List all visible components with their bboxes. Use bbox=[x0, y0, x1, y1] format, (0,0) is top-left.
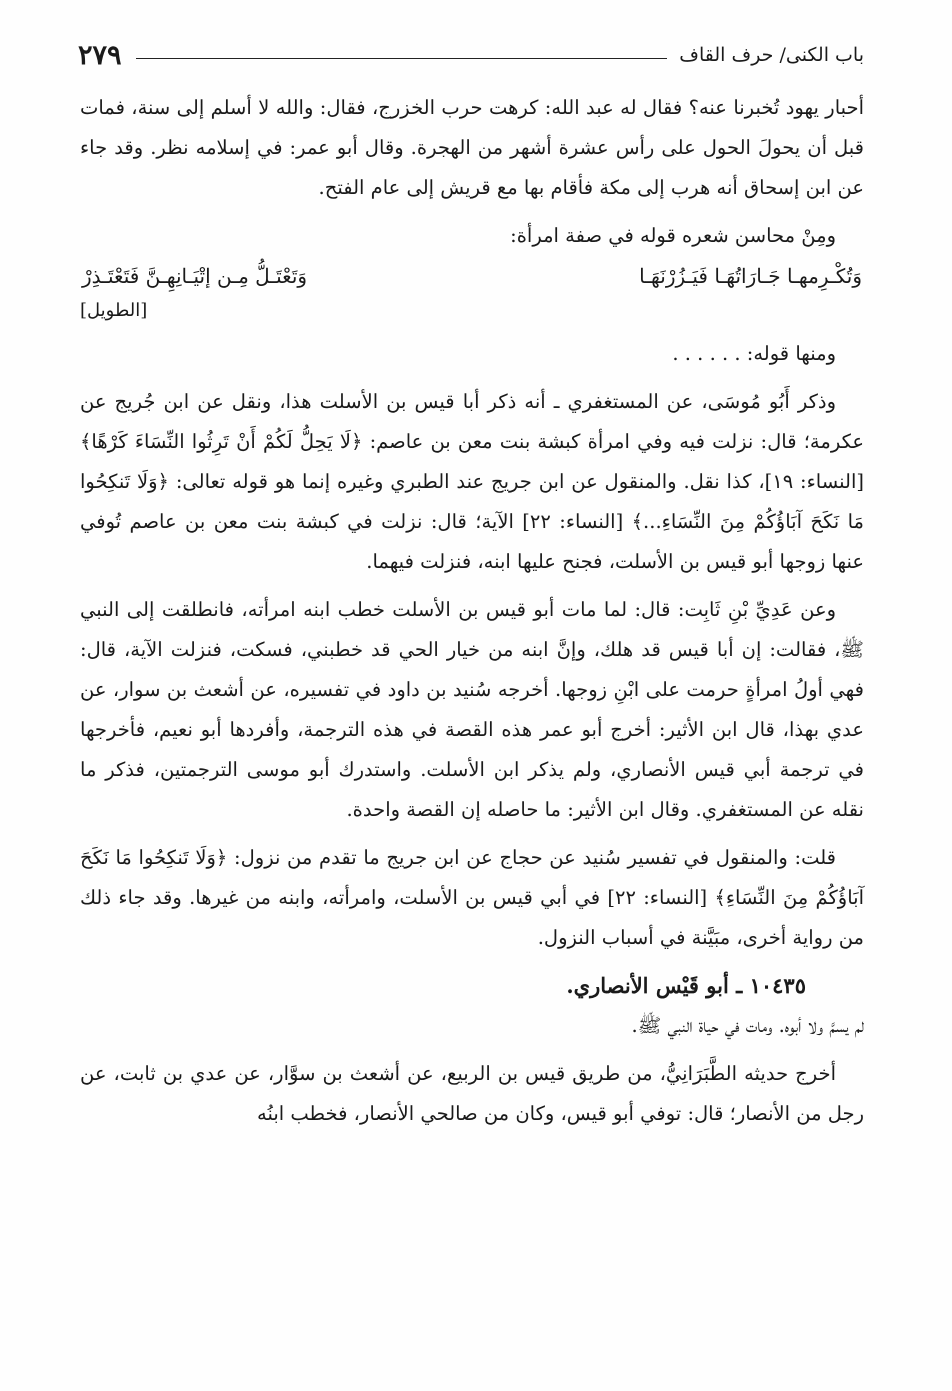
verse-second-hemistich: وَتَعْتَـلُّ مِـن إتْيَـانِهِـنَّ فَتَعْتَـذِرْ bbox=[82, 264, 308, 288]
verse-first-hemistich: وَتُكْـرِمهـا جَـارَاتُهَـا فَيَـزُرْنَهَـا bbox=[639, 264, 862, 288]
paragraph-4: وذكر أَبُو مُوسَى، عن المستغفري ـ أنه ذكر أبا قيس بن الأسلت هذا، ونقل عن ابن جُريج عن عكرمة؛ قال: نزلت فيه وفي امرأة كبشة بنت معن بن عاصم: ﴿لَا يَحِلُّ لَكُمْ أَنْ تَرِثُوا النِّسَاءَ كَرْهًا﴾ [النساء: ١٩]، كذا نقل. والمنقول عن ابن جريج عند الطبري وغيره إنما هو قوله تعالى: ﴿وَلَا تَنكِحُوا مَا نَكَحَ آبَاؤُكُمْ مِنَ النِّسَاءِ...﴾ [النساء: ٢٢] الآية؛ قال: نزلت في كبشة بنت معن بن عاصم تُوفي عنها زوجها أبو قيس بن الأسلت، فجنح عليها ابنه، فنزلت فيهما. bbox=[80, 390, 864, 573]
spacer bbox=[80, 1046, 864, 1054]
paragraph-8: أخرج حديثه الطَّبَرَانِيُّ، من طريق قيس بن الربيع، عن أشعث بن سوَّار، عن عدي بن ثابت، عن رجل من الأنصار؛ قال: توفي أبو قيس، وكان من صالحي الأنصار، فخطب ابنُه bbox=[80, 1062, 864, 1125]
spacer bbox=[80, 326, 864, 334]
spacer bbox=[80, 374, 864, 382]
entry-title: ١٠٤٣٥ ـ أبو قَيْس الأنصاري. bbox=[566, 973, 806, 998]
running-title: باب الكنى/ حرف القاف bbox=[679, 44, 864, 66]
page-number: ٢٧٩ bbox=[78, 39, 122, 71]
paragraph-3: ومنها قوله: . . . . . . bbox=[672, 342, 836, 365]
poetry-verse bbox=[80, 256, 864, 296]
paragraph-7: لم يسمَّ ولا أبوه. ومات في حياة النبي ﷺ. bbox=[631, 1014, 864, 1037]
spacer bbox=[80, 830, 864, 838]
spacer bbox=[80, 582, 864, 590]
poetic-meter-label: [الطويل] bbox=[80, 300, 148, 321]
spacer bbox=[80, 208, 864, 216]
page-body bbox=[80, 88, 864, 1134]
paragraph-1: أحبار يهود تُخبرنا عنه؟ فقال له عبد الله: كرهت حرب الخزرج، فقال: والله لا أسلم إلى سنة، فمات قبل أن يحولَ الحول على رأس عشرة أشهر من الهجرة. وقال أبو عمر: في إسلامه نظر. وقد جاء عن ابن إسحاق أنه هرب إلى مكة فأقام بها مع قريش إلى عام الفتح. bbox=[80, 96, 864, 199]
spacer bbox=[80, 958, 864, 966]
running-header bbox=[78, 38, 864, 72]
header-rule bbox=[136, 58, 668, 59]
paragraph-5: وعن عَدِيِّ بْنِ ثَابِت: قال: لما مات أبو قيس بن الأسلت خطب ابنه امرأته، فانطلقت إلى النبي ﷺ، فقالت: إن أبا قيس قد هلك، وإنَّ ابنه من خيار الحي قد خطبني، فسكت، فنزلت الآية، قال: فهي أولُ امرأةٍ حرمت على ابْنِ زوجها. أخرجه سُنيد بن داود في تفسيره، عن أشعث بن سوار، عن عدي بهذا، قال ابن الأثير: أخرج أبو عمر هذه القصة في هذه الترجمة، وأفردها أبو نعيم، فأخرجها في ترجمة أبي قيس الأنصاري، ولم يذكر ابن الأسلت. واستدرك أبو موسى الترجمتين، فذكر ما نقله عن المستغفري. وقال ابن الأثير: ما حاصله إن القصة واحدة. bbox=[80, 598, 864, 821]
paragraph-6: قلت: والمنقول في تفسير سُنيد عن حجاج عن ابن جريج ما تقدم من نزول: ﴿وَلَا تَنكِحُوا مَا نَكَحَ آبَاؤُكُمْ مِنَ النِّسَاءِ﴾ [النساء: ٢٢] في أبي قيس بن الأسلت، وامرأته، وابنه من غيرها. وقد جاء ذلك من رواية أخرى، مبَيَّنة في أسباب النزول. bbox=[80, 846, 864, 949]
paragraph-2: ومِنْ محاسن شعره قوله في صفة امرأة: bbox=[510, 224, 836, 247]
